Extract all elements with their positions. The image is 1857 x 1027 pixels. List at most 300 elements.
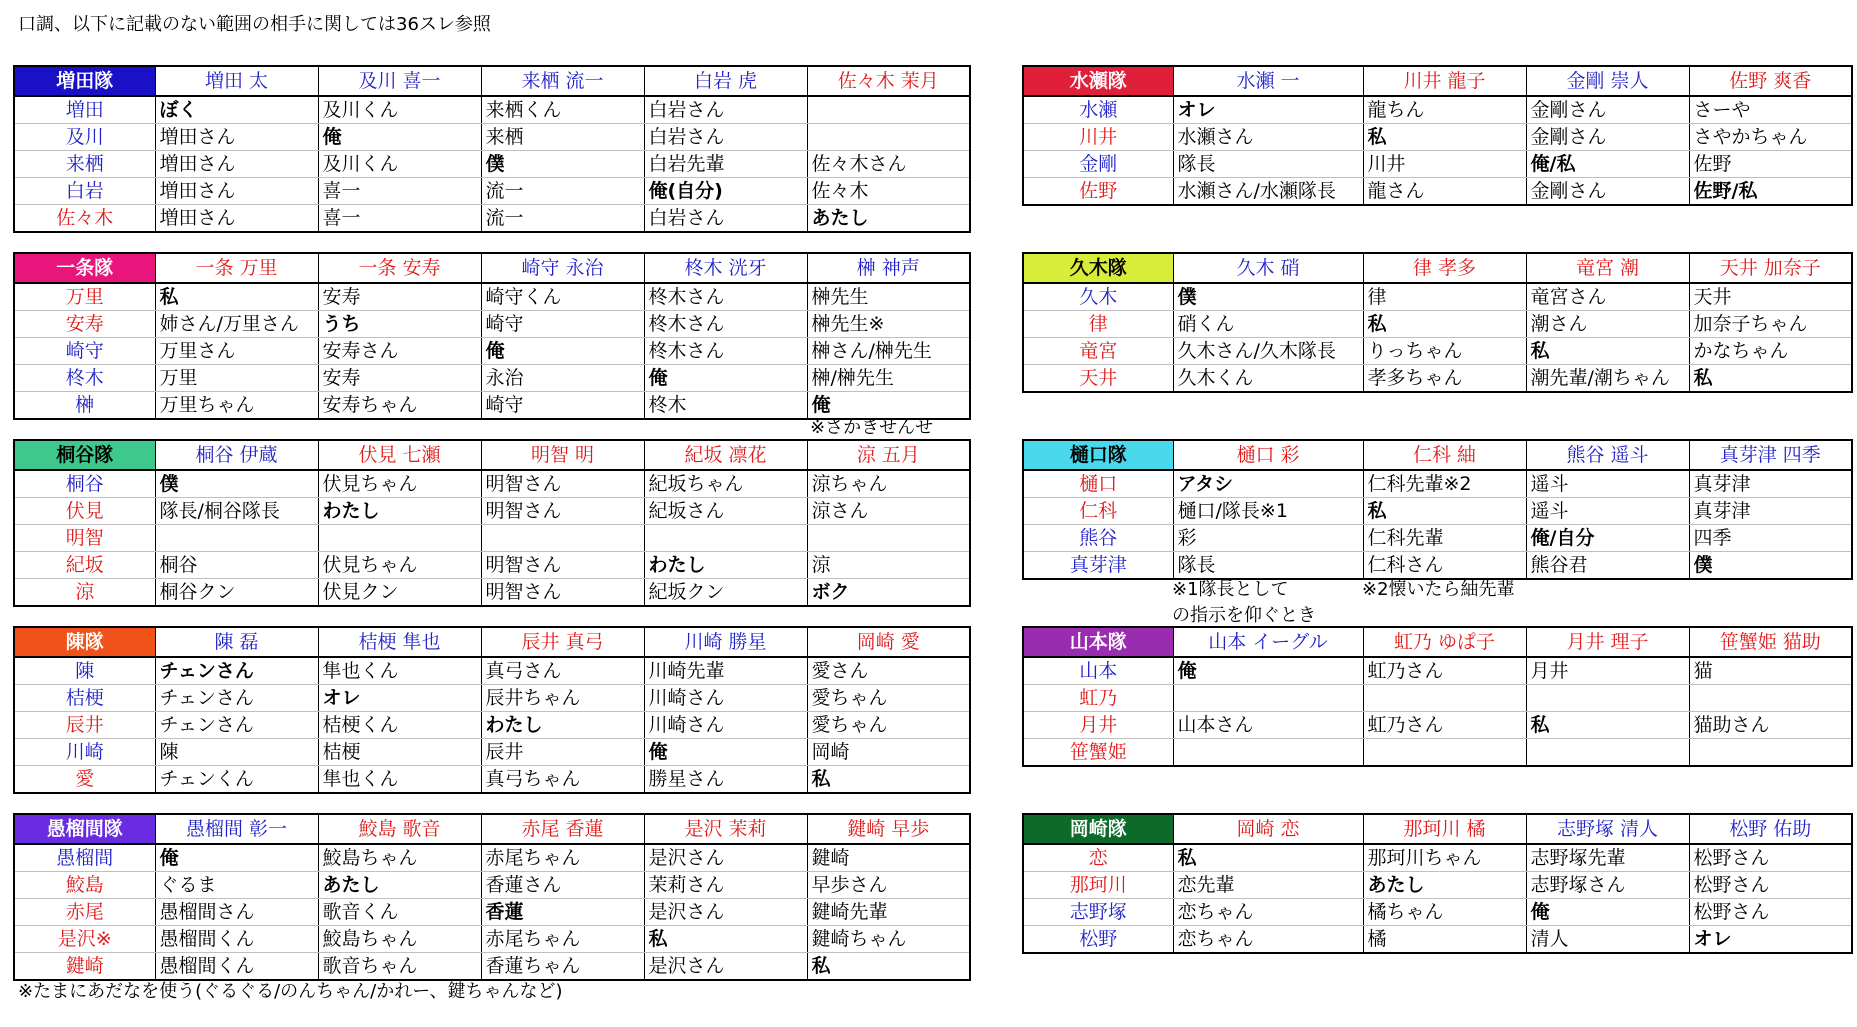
member-header: 来栖 流一 <box>481 66 644 96</box>
form-of-address-cell: 律 <box>1363 283 1526 311</box>
speaker-label: 水瀬 <box>1023 96 1173 124</box>
table-row <box>14 712 970 739</box>
form-of-address-cell: 陳 <box>155 739 318 766</box>
form-of-address-cell: 松野さん <box>1689 872 1852 899</box>
table-row <box>14 498 970 525</box>
table-row <box>1023 685 1852 712</box>
form-of-address-cell: 川崎さん <box>644 712 807 739</box>
table-row <box>14 899 970 926</box>
form-of-address-cell <box>1173 685 1363 712</box>
form-of-address-cell: かなちゃん <box>1689 338 1852 365</box>
form-of-address-cell: 龍さん <box>1363 178 1526 206</box>
speaker-label: 伏見 <box>14 498 155 525</box>
form-of-address-cell: 久木さん/久木隊長 <box>1173 338 1363 365</box>
form-of-address-cell: 明智さん <box>481 579 644 607</box>
form-of-address-cell: チェンさん <box>155 712 318 739</box>
member-header: 岡崎 愛 <box>807 627 970 657</box>
member-header: 是沢 茉莉 <box>644 814 807 844</box>
form-of-address-cell: 清人 <box>1526 926 1689 954</box>
team-name: 愚榴間隊 <box>14 814 155 844</box>
table-row <box>14 124 970 151</box>
form-of-address-cell: 水瀬さん <box>1173 124 1363 151</box>
form-of-address-cell <box>807 525 970 552</box>
table-row <box>14 311 970 338</box>
speaker-label: 桔梗 <box>14 685 155 712</box>
table-row <box>14 766 970 794</box>
form-of-address-cell: 俺 <box>318 124 481 151</box>
form-of-address-cell: 喜一 <box>318 178 481 205</box>
form-of-address-cell: 歌音ちゃん <box>318 953 481 981</box>
form-of-address-cell: 志野塚さん <box>1526 872 1689 899</box>
form-of-address-cell: 真弓ちゃん <box>481 766 644 794</box>
team-name: 増田隊 <box>14 66 155 96</box>
table-row <box>14 365 970 392</box>
member-header: 仁科 紬 <box>1363 440 1526 470</box>
form-of-address-cell: ボク <box>807 579 970 607</box>
table-row <box>14 685 970 712</box>
member-header: 鍵崎 早歩 <box>807 814 970 844</box>
form-of-address-cell: 金剛さん <box>1526 96 1689 124</box>
member-header: 熊谷 遥斗 <box>1526 440 1689 470</box>
member-header: 虹乃 ゆぱ子 <box>1363 627 1526 657</box>
member-header: 伏見 七瀬 <box>318 440 481 470</box>
member-header: 及川 喜一 <box>318 66 481 96</box>
form-of-address-cell: 是沢さん <box>644 844 807 872</box>
member-header: 樋口 彩 <box>1173 440 1363 470</box>
form-of-address-cell: 紀坂さん <box>644 498 807 525</box>
form-of-address-cell: 潮先輩/潮ちゃん <box>1526 365 1689 393</box>
form-of-address-cell: 佐々木 <box>807 178 970 205</box>
member-header: 辰井 真弓 <box>481 627 644 657</box>
team-name: 山本隊 <box>1023 627 1173 657</box>
form-of-address-cell: 香蓮さん <box>481 872 644 899</box>
form-of-address-cell: アタシ <box>1173 470 1363 498</box>
squad-table <box>1022 626 1853 767</box>
member-header: 岡崎 恋 <box>1173 814 1363 844</box>
member-header: 崎守 永治 <box>481 253 644 283</box>
member-header: 月井 理子 <box>1526 627 1689 657</box>
speaker-label: 愚榴間 <box>14 844 155 872</box>
table-row <box>14 392 970 420</box>
squad-table <box>1022 65 1853 206</box>
bottom-note: ※たまにあだなを使う(ぐるぐる/のんちゃん/かれー、鍵ちゃんなど) <box>18 981 563 1002</box>
form-of-address-cell: 鮫島ちゃん <box>318 926 481 953</box>
member-header: 金剛 崇人 <box>1526 66 1689 96</box>
member-header: 白岩 虎 <box>644 66 807 96</box>
speaker-label: 律 <box>1023 311 1173 338</box>
form-of-address-cell: 僕 <box>155 470 318 498</box>
form-of-address-cell: 涼ちゃん <box>807 470 970 498</box>
speaker-label: 来栖 <box>14 151 155 178</box>
form-of-address-cell: 那珂川ちゃん <box>1363 844 1526 872</box>
table-row <box>1023 124 1852 151</box>
form-of-address-cell: 私 <box>1173 844 1363 872</box>
member-header: 川井 龍子 <box>1363 66 1526 96</box>
form-of-address-cell: 恋先輩 <box>1173 872 1363 899</box>
table-row <box>1023 311 1852 338</box>
member-header: 笹蟹姫 猫助 <box>1689 627 1852 657</box>
form-of-address-cell <box>1526 685 1689 712</box>
speaker-label: 万里 <box>14 283 155 311</box>
speaker-label: 川井 <box>1023 124 1173 151</box>
speaker-label: 樋口 <box>1023 470 1173 498</box>
form-of-address-cell: 真弓さん <box>481 657 644 685</box>
form-of-address-cell: 仁科さん <box>1363 552 1526 580</box>
form-of-address-cell: 鍵崎 <box>807 844 970 872</box>
speaker-label: 志野塚 <box>1023 899 1173 926</box>
form-of-address-cell <box>318 525 481 552</box>
form-of-address-cell: 白岩先輩 <box>644 151 807 178</box>
form-of-address-cell: うち <box>318 311 481 338</box>
speaker-label: 辰井 <box>14 712 155 739</box>
form-of-address-cell: 伏見ちゃん <box>318 470 481 498</box>
form-of-address-cell: 安寿ちゃん <box>318 392 481 420</box>
table-row <box>14 178 970 205</box>
member-header: 赤尾 香蓮 <box>481 814 644 844</box>
form-of-address-cell: 鍵崎先輩 <box>807 899 970 926</box>
form-of-address-cell: 香蓮 <box>481 899 644 926</box>
speaker-label: 佐野 <box>1023 178 1173 206</box>
form-of-address-cell <box>155 525 318 552</box>
member-header: 志野塚 清人 <box>1526 814 1689 844</box>
form-of-address-cell: 白岩さん <box>644 96 807 124</box>
speaker-label: 涼 <box>14 579 155 607</box>
form-of-address-cell: 熊谷君 <box>1526 552 1689 580</box>
form-of-address-cell: 硝くん <box>1173 311 1363 338</box>
speaker-label: 赤尾 <box>14 899 155 926</box>
form-of-address-cell <box>1173 739 1363 767</box>
table-row <box>1023 552 1852 580</box>
form-of-address-cell: チェンさん <box>155 657 318 685</box>
form-of-address-cell: 愛ちゃん <box>807 712 970 739</box>
form-of-address-cell: 私 <box>807 953 970 981</box>
speaker-label: 仁科 <box>1023 498 1173 525</box>
form-of-address-cell: 佐野/私 <box>1689 178 1852 206</box>
speaker-label: 安寿 <box>14 311 155 338</box>
form-of-address-cell: 安寿さん <box>318 338 481 365</box>
member-header: 柊木 洸牙 <box>644 253 807 283</box>
form-of-address-cell: 俺 <box>1526 899 1689 926</box>
form-of-address-cell: 白岩さん <box>644 124 807 151</box>
form-of-address-cell: 明智さん <box>481 552 644 579</box>
form-of-address-cell: 増田さん <box>155 205 318 233</box>
speaker-label: 真芽津 <box>1023 552 1173 580</box>
form-of-address-cell: 猫助さん <box>1689 712 1852 739</box>
form-of-address-cell: 加奈子ちゃん <box>1689 311 1852 338</box>
table-row <box>1023 283 1852 311</box>
form-of-address-cell: オレ <box>1173 96 1363 124</box>
form-of-address-cell: 僕 <box>481 151 644 178</box>
member-header: 紀坂 凛花 <box>644 440 807 470</box>
form-of-address-cell: チェンさん <box>155 685 318 712</box>
form-of-address-cell: 伏見クン <box>318 579 481 607</box>
form-of-address-cell: 俺 <box>644 365 807 392</box>
speaker-label: 久木 <box>1023 283 1173 311</box>
table-row <box>14 739 970 766</box>
form-of-address-cell: 孝多ちゃん <box>1363 365 1526 393</box>
form-of-address-cell: 辰井ちゃん <box>481 685 644 712</box>
form-of-address-cell: 俺 <box>644 739 807 766</box>
form-of-address-cell <box>1689 739 1852 767</box>
speaker-label: 白岩 <box>14 178 155 205</box>
form-of-address-cell: 彩 <box>1173 525 1363 552</box>
form-of-address-cell: 川崎先輩 <box>644 657 807 685</box>
form-of-address-cell: 仁科先輩 <box>1363 525 1526 552</box>
member-header: 愚榴間 彰一 <box>155 814 318 844</box>
form-of-address-cell: 橘 <box>1363 926 1526 954</box>
form-of-address-cell: 隊長 <box>1173 552 1363 580</box>
member-header: 佐々木 茉月 <box>807 66 970 96</box>
squad-table <box>1022 439 1853 580</box>
speaker-label: 増田 <box>14 96 155 124</box>
table-row <box>14 953 970 981</box>
higuchi-note-1b: の指示を仰ぐとき <box>1172 605 1316 626</box>
form-of-address-cell: 勝星さん <box>644 766 807 794</box>
form-of-address-cell: 僕 <box>1689 552 1852 580</box>
form-of-address-cell: 真芽津 <box>1689 470 1852 498</box>
form-of-address-cell: 来栖くん <box>481 96 644 124</box>
form-of-address-cell: 安寿 <box>318 283 481 311</box>
team-name: 水瀬隊 <box>1023 66 1173 96</box>
form-of-address-cell: りっちゃん <box>1363 338 1526 365</box>
form-of-address-cell <box>644 525 807 552</box>
form-of-address-cell: 隊長/桐谷隊長 <box>155 498 318 525</box>
form-of-address-cell: 竜宮さん <box>1526 283 1689 311</box>
table-row <box>1023 872 1852 899</box>
form-of-address-cell: 私 <box>644 926 807 953</box>
form-of-address-cell: 万里ちゃん <box>155 392 318 420</box>
speaker-label: 明智 <box>14 525 155 552</box>
form-of-address-cell: 崎守くん <box>481 283 644 311</box>
form-of-address-cell: 紀坂クン <box>644 579 807 607</box>
table-row <box>14 579 970 607</box>
form-of-address-cell: チェンくん <box>155 766 318 794</box>
higuchi-note-2: ※2懐いたら紬先輩 <box>1362 579 1515 600</box>
speaker-label: 笹蟹姫 <box>1023 739 1173 767</box>
squad-table <box>13 439 971 607</box>
member-header: 明智 明 <box>481 440 644 470</box>
table-row <box>1023 498 1852 525</box>
form-of-address-cell: 志野塚先輩 <box>1526 844 1689 872</box>
sakaki-note: ※さかきせんせ <box>810 417 934 438</box>
form-of-address-cell: 天井 <box>1689 283 1852 311</box>
member-header: 佐野 爽香 <box>1689 66 1852 96</box>
table-row <box>14 552 970 579</box>
member-header: 鮫島 歌音 <box>318 814 481 844</box>
speaker-label: 天井 <box>1023 365 1173 393</box>
table-row <box>14 283 970 311</box>
member-header: 増田 太 <box>155 66 318 96</box>
higuchi-note-1a: ※1隊長として <box>1172 579 1289 600</box>
form-of-address-cell: 樋口/隊長※1 <box>1173 498 1363 525</box>
speaker-label: 熊谷 <box>1023 525 1173 552</box>
form-of-address-cell: 久木くん <box>1173 365 1363 393</box>
form-of-address-cell: 喜一 <box>318 205 481 233</box>
form-of-address-cell: 愛さん <box>807 657 970 685</box>
member-header: 久木 硝 <box>1173 253 1363 283</box>
speaker-label: 榊 <box>14 392 155 420</box>
form-of-address-cell: 水瀬さん/水瀬隊長 <box>1173 178 1363 206</box>
speaker-label: 松野 <box>1023 926 1173 954</box>
table-row <box>1023 365 1852 393</box>
form-of-address-cell: あたし <box>807 205 970 233</box>
form-of-address-cell: 榊/榊先生 <box>807 365 970 392</box>
table-row <box>14 205 970 233</box>
form-of-address-cell <box>1363 739 1526 767</box>
form-of-address-cell: 僕 <box>1173 283 1363 311</box>
speaker-label: 金剛 <box>1023 151 1173 178</box>
form-of-address-cell: 龍ちん <box>1363 96 1526 124</box>
form-of-address-cell: 鮫島ちゃん <box>318 844 481 872</box>
form-of-address-cell: 私 <box>1526 712 1689 739</box>
form-of-address-cell: オレ <box>1689 926 1852 954</box>
form-of-address-cell: 早歩さん <box>807 872 970 899</box>
speaker-label: 鍵崎 <box>14 953 155 981</box>
form-of-address-cell: 崎守 <box>481 392 644 420</box>
form-of-address-cell: 桔梗 <box>318 739 481 766</box>
speaker-label: 紀坂 <box>14 552 155 579</box>
member-header: 川崎 勝星 <box>644 627 807 657</box>
team-name: 一条隊 <box>14 253 155 283</box>
form-of-address-cell: 私 <box>1363 124 1526 151</box>
speaker-label: 那珂川 <box>1023 872 1173 899</box>
form-of-address-cell <box>1526 739 1689 767</box>
team-name: 陳隊 <box>14 627 155 657</box>
form-of-address-cell: 俺(自分) <box>644 178 807 205</box>
form-of-address-cell: 橘ちゃん <box>1363 899 1526 926</box>
form-of-address-cell: 来栖 <box>481 124 644 151</box>
squad-table <box>13 252 971 420</box>
table-row <box>1023 657 1852 685</box>
form-of-address-cell: 俺 <box>481 338 644 365</box>
form-of-address-cell: 茉莉さん <box>644 872 807 899</box>
member-header: 松野 佑助 <box>1689 814 1852 844</box>
form-of-address-cell: 潮さん <box>1526 311 1689 338</box>
member-header: 榊 神声 <box>807 253 970 283</box>
speaker-label: 佐々木 <box>14 205 155 233</box>
form-of-address-cell: 私 <box>1363 498 1526 525</box>
speaker-label: 山本 <box>1023 657 1173 685</box>
form-of-address-cell: 鍵崎ちゃん <box>807 926 970 953</box>
form-of-address-cell: 私 <box>1526 338 1689 365</box>
table-row <box>14 844 970 872</box>
form-of-address-cell: 俺/私 <box>1526 151 1689 178</box>
team-name: 岡崎隊 <box>1023 814 1173 844</box>
form-of-address-cell: 及川くん <box>318 96 481 124</box>
form-of-address-cell: 流一 <box>481 178 644 205</box>
form-of-address-cell: 真芽津 <box>1689 498 1852 525</box>
member-header: 一条 安寿 <box>318 253 481 283</box>
table-row <box>1023 844 1852 872</box>
form-of-address-cell: 恋ちゃん <box>1173 899 1363 926</box>
member-header: 水瀬 一 <box>1173 66 1363 96</box>
form-of-address-cell: 及川くん <box>318 151 481 178</box>
member-header: 桔梗 隼也 <box>318 627 481 657</box>
speaker-label: 鮫島 <box>14 872 155 899</box>
form-of-address-cell: 川井 <box>1363 151 1526 178</box>
form-of-address-cell: さやかちゃん <box>1689 124 1852 151</box>
form-of-address-cell <box>481 525 644 552</box>
form-of-address-cell: わたし <box>644 552 807 579</box>
form-of-address-cell: 増田さん <box>155 178 318 205</box>
form-of-address-cell: 虹乃さん <box>1363 657 1526 685</box>
table-row <box>14 151 970 178</box>
member-header: 陳 磊 <box>155 627 318 657</box>
speaker-label: 陳 <box>14 657 155 685</box>
form-of-address-cell: 香蓮ちゃん <box>481 953 644 981</box>
form-of-address-cell: 隼也くん <box>318 766 481 794</box>
form-of-address-cell: あたし <box>1363 872 1526 899</box>
speaker-label: 愛 <box>14 766 155 794</box>
table-row <box>14 926 970 953</box>
form-of-address-cell: ぼく <box>155 96 318 124</box>
form-of-address-cell: 流一 <box>481 205 644 233</box>
member-header: 一条 万里 <box>155 253 318 283</box>
form-of-address-cell: 榊さん/榊先生 <box>807 338 970 365</box>
table-row <box>1023 899 1852 926</box>
top-note: 口調、以下に記載のない範囲の相手に関しては36スレ参照 <box>18 14 491 35</box>
table-row <box>1023 525 1852 552</box>
member-header: 那珂川 橘 <box>1363 814 1526 844</box>
form-of-address-cell: 私 <box>807 766 970 794</box>
form-of-address-cell: 金剛さん <box>1526 124 1689 151</box>
speaker-label: 竜宮 <box>1023 338 1173 365</box>
table-row <box>1023 151 1852 178</box>
form-of-address-cell: 榊先生※ <box>807 311 970 338</box>
form-of-address-cell: 仁科先輩※2 <box>1363 470 1526 498</box>
form-of-address-cell: 金剛さん <box>1526 178 1689 206</box>
form-of-address-cell: 姉さん/万里さん <box>155 311 318 338</box>
form-of-address-cell: 虹乃さん <box>1363 712 1526 739</box>
form-of-address-cell: 白岩さん <box>644 205 807 233</box>
form-of-address-cell <box>807 96 970 124</box>
squad-table <box>13 626 971 794</box>
form-of-address-cell: 崎守 <box>481 311 644 338</box>
speaker-label: 是沢※ <box>14 926 155 953</box>
form-of-address-cell: 涼 <box>807 552 970 579</box>
team-name: 樋口隊 <box>1023 440 1173 470</box>
form-of-address-cell: 桐谷 <box>155 552 318 579</box>
form-of-address-cell: 月井 <box>1526 657 1689 685</box>
form-of-address-cell: 俺 <box>807 392 970 420</box>
form-of-address-cell: 佐野 <box>1689 151 1852 178</box>
form-of-address-cell: わたし <box>481 712 644 739</box>
form-of-address-cell: 恋ちゃん <box>1173 926 1363 954</box>
form-of-address-cell: 松野さん <box>1689 899 1852 926</box>
form-of-address-cell: 猫 <box>1689 657 1852 685</box>
table-row <box>1023 96 1852 124</box>
form-of-address-cell: 安寿 <box>318 365 481 392</box>
form-of-address-cell: 川崎さん <box>644 685 807 712</box>
speaker-label: 桐谷 <box>14 470 155 498</box>
form-of-address-cell: 遥斗 <box>1526 498 1689 525</box>
form-of-address-cell <box>807 124 970 151</box>
form-of-address-cell: 柊木さん <box>644 283 807 311</box>
form-of-address-cell: 増田さん <box>155 124 318 151</box>
form-of-address-cell: さーや <box>1689 96 1852 124</box>
table-row <box>1023 739 1852 767</box>
table-row <box>1023 338 1852 365</box>
form-of-address-cell: 佐々木さん <box>807 151 970 178</box>
speaker-label: 柊木 <box>14 365 155 392</box>
member-header: 涼 五月 <box>807 440 970 470</box>
form-of-address-cell <box>1363 685 1526 712</box>
form-of-address-cell: 私 <box>155 283 318 311</box>
form-of-address-cell: 愚榴間さん <box>155 899 318 926</box>
table-row <box>14 657 970 685</box>
form-of-address-cell: わたし <box>318 498 481 525</box>
speaker-label: 及川 <box>14 124 155 151</box>
